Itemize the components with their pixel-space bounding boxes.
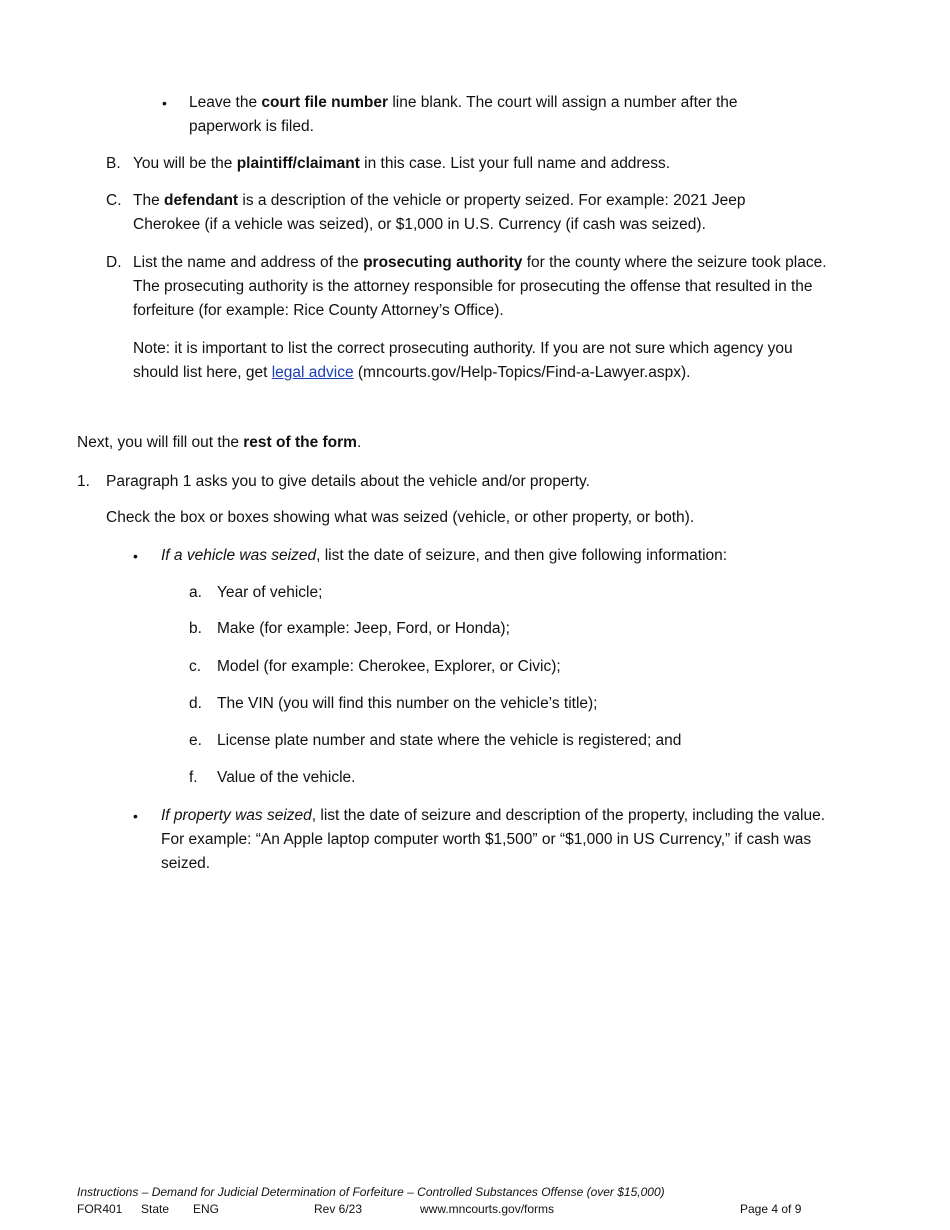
list-marker-d: D.	[106, 254, 122, 271]
footer-revision: Rev 6/23	[314, 1202, 363, 1216]
sublist-item: Make (for example: Jeep, Ford, or Honda);	[217, 620, 510, 637]
list-marker-1: 1.	[77, 473, 90, 490]
italic-term: If property was seized	[161, 807, 312, 824]
bold-term: court file number	[261, 94, 389, 111]
sublist-marker: a.	[189, 584, 202, 601]
sublist-marker: d.	[189, 695, 202, 712]
text-segment: line blank. The court will assign a number after the paperwork is filed.	[189, 94, 738, 135]
bold-term: defendant	[164, 192, 239, 209]
sublist-marker: e.	[189, 732, 202, 749]
text-segment: , list the date of seizure and description of the property, including the value. For example: “An Apple laptop computer worth $1,500” or “$1,000 in US Currency,” if cash was seized.	[161, 807, 826, 872]
list-marker-b: B.	[106, 155, 121, 172]
bold-term: prosecuting authority	[363, 254, 523, 271]
item-1-text: Paragraph 1 asks you to give details about the vehicle and/or property.	[106, 473, 590, 490]
sublist-item: Model (for example: Cherokee, Explorer, or Civic);	[217, 658, 561, 675]
sublist-item: Year of vehicle;	[217, 584, 323, 601]
sublist-marker: b.	[189, 620, 202, 637]
sublist-item: License plate number and state where the vehicle is registered; and	[217, 732, 682, 749]
text-segment: , list the date of seizure, and then give following information:	[316, 547, 728, 564]
legal-advice-link[interactable]: legal advice	[271, 364, 354, 381]
text-segment: in this case. List your full name and address.	[359, 155, 671, 172]
sublist-item: Value of the vehicle.	[217, 769, 356, 786]
sublist-marker: f.	[189, 769, 198, 786]
text-segment: Next, you will fill out the	[77, 434, 244, 451]
property-seized-instruction	[161, 804, 841, 876]
court-file-number-instruction	[189, 91, 809, 139]
bold-term: rest of the form	[243, 434, 357, 451]
footer-form-id: FOR401	[77, 1202, 123, 1216]
bullet-icon: •	[133, 808, 138, 824]
section-d-note	[133, 337, 833, 385]
footer-language: ENG	[193, 1202, 220, 1216]
list-marker-c: C.	[106, 192, 122, 209]
next-section-intro	[77, 431, 837, 455]
item-1-check-instruction: Check the box or boxes showing what was seized (vehicle, or other property, or both).	[106, 509, 695, 526]
footer-title: Instructions – Demand for Judicial Determination of Forfeiture – Controlled Substances Offense (over $15,000)	[77, 1185, 665, 1199]
text-segment: is a description of the vehicle or property seized. For example: 2021 Jeep Cherokee (if a vehicle was seized), or $1,000 in U.S. Currency (if cash was seized).	[133, 192, 746, 233]
bold-term: plaintiff/claimant	[236, 155, 360, 172]
section-d-text	[133, 251, 833, 323]
footer-page-number: Page 4 of 9	[740, 1202, 802, 1216]
vehicle-seized-instruction	[161, 544, 841, 568]
text-segment: for the county where the seizure took place. The prosecuting authority is the attorney responsible for prosecuting the offense that resulted in the forfeiture (for example: Rice County Attorney’s Office).	[133, 254, 827, 319]
text-segment: Leave the	[189, 94, 262, 111]
section-b-text	[133, 152, 843, 176]
sublist-marker: c.	[189, 658, 202, 675]
italic-term: If a vehicle was seized	[161, 547, 317, 564]
footer-jurisdiction: State	[141, 1202, 170, 1216]
text-segment: The	[133, 192, 165, 209]
text-segment: List the name and address of the	[133, 254, 364, 271]
footer-website: www.mncourts.gov/forms	[420, 1202, 555, 1216]
section-c-text	[133, 189, 808, 237]
text-segment: You will be the	[133, 155, 237, 172]
text-segment: Note: it is important to list the correct prosecuting authority. If you are not sure which agency you should list here, get	[133, 340, 793, 381]
bullet-icon: •	[162, 95, 167, 111]
bullet-icon: •	[133, 548, 138, 564]
sublist-item: The VIN (you will find this number on the vehicle’s title);	[217, 695, 598, 712]
text-segment: .	[356, 434, 362, 451]
text-segment: (mncourts.gov/Help-Topics/Find-a-Lawyer.aspx).	[353, 364, 691, 381]
